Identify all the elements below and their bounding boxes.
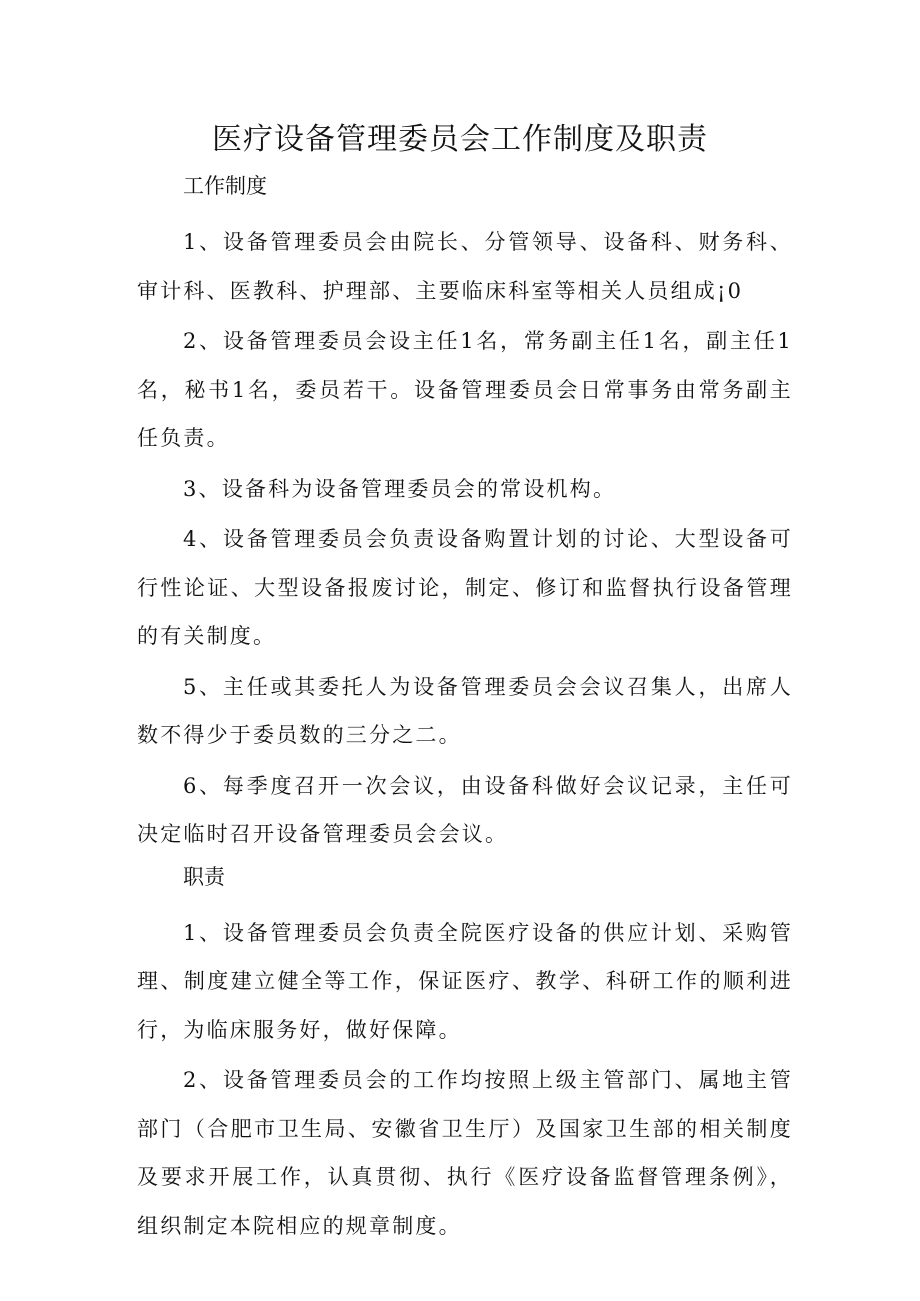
paragraph: 5、主任或其委托人为设备管理委员会会议召集人，出席人数不得少于委员数的三分之二。 [137, 674, 793, 747]
document-title: 医疗设备管理委员会工作制度及职责 [212, 122, 708, 157]
section-heading: 工作制度 [183, 174, 267, 198]
paragraph: 1、设备管理委员会负责全院医疗设备的供应计划、采购管理、制度建立健全等工作，保证医疗、教学、科研工作的顺利进行，为临床服务好，做好保障。 [137, 920, 793, 1042]
paragraph: 6、每季度召开一次会议，由设备科做好会议记录，主任可决定临时召开设备管理委员会会议。 [137, 773, 793, 846]
section-heading: 职责 [183, 864, 225, 889]
paragraph: 2、设备管理委员会的工作均按照上级主管部门、属地主管部门（合肥市卫生局、安徽省卫生厅）及国家卫生部的相关制度及要求开展工作，认真贯彻、执行《医疗设备监督管理条例》，组织制定本院相应的规章制度。 [137, 1068, 793, 1238]
paragraph: 4、设备管理委员会负责设备购置计划的讨论、大型设备可行性论证、大型设备报废讨论，制定、修订和监督执行设备管理的有关制度。 [137, 527, 793, 648]
section-duties [137, 863, 793, 1251]
paragraph: 2、设备管理委员会设主任1名，常务副主任1名，副主任1名，秘书1名，委员若干。设备管理委员会日常事务由常务副主任负责。 [137, 329, 793, 450]
paragraph: 1、设备管理委员会由院长、分管领导、设备科、财务科、审计科、医教科、护理部、主要临床科室等相关人员组成¡0 [137, 230, 793, 303]
paragraph: 3、设备科为设备管理委员会的常设机构。 [183, 476, 617, 501]
section-work-rules [137, 172, 793, 859]
document-body [137, 172, 793, 1252]
